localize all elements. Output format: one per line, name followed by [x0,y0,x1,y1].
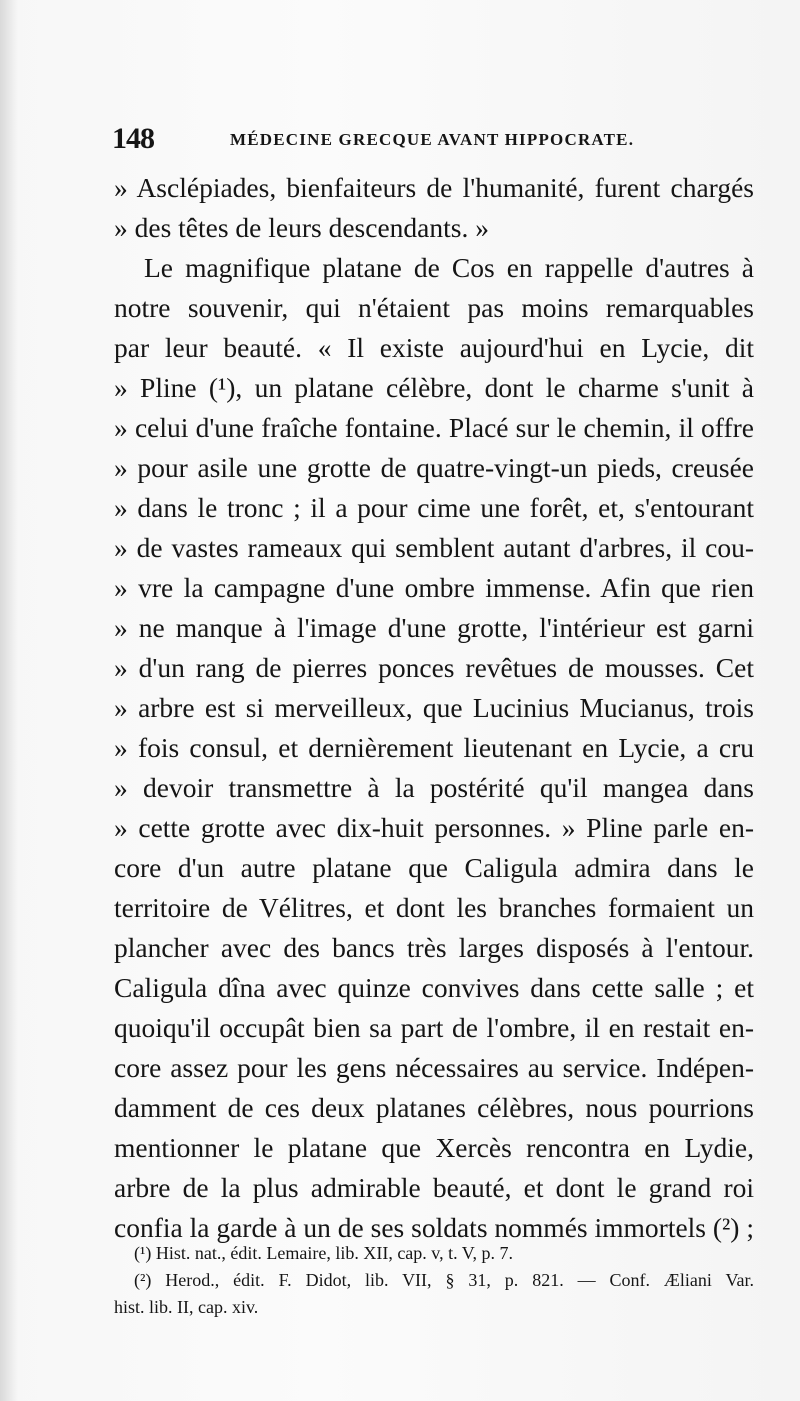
text-line: » arbre est si merveilleux, que Lucinius Mucianus, trois [114,692,754,723]
page-header [112,118,752,162]
text-line: » dans le tronc ; il a pour cime une forêt, et, s'entourant [114,492,754,523]
text-line: damment de ces deux platanes célèbres, nous pourrions [114,1092,754,1123]
text-line: confia la garde à un de ses soldats nommés immortels (²) ; [114,1212,754,1243]
text-line: » celui d'une fraîche fontaine. Placé sur le chemin, il offre [114,412,754,443]
text-line: » devoir transmettre à la postérité qu'il mangea dans [114,772,754,803]
text-line: » ne manque à l'image d'une grotte, l'intérieur est garni [114,612,754,643]
text-line: » vre la campagne d'une ombre immense. Afin que rien [114,572,754,603]
text-line: core assez pour les gens nécessaires au service. Indépen- [114,1052,754,1083]
footnote-1: (¹) Hist. nat., édit. Lemaire, lib. XII, cap. v, t. V, p. 7. [134,1243,513,1263]
footnote-2-continued: hist. lib. II, cap. xiv. [114,1297,259,1317]
text-line: notre souvenir, qui n'étaient pas moins remarquables [114,292,754,323]
text-line: core d'un autre platane que Caligula admira dans le [114,852,754,883]
text-line: » pour asile une grotte de quatre-vingt-un pieds, creusée [114,452,754,483]
page-number: 148 [112,122,154,155]
page-gutter-shadow [0,0,18,1401]
body-text [114,168,754,1248]
text-line: territoire de Vélitres, et dont les branches formaient un [114,892,754,923]
footnote-2: (²) Herod., édit. F. Didot, lib. VII, § 31, p. 821. — Conf. Æliani Var. [134,1270,754,1290]
running-title: MÉDECINE GRECQUE AVANT HIPPOCRATE. [230,130,635,149]
text-line: par leur beauté. « Il existe aujourd'hui en Lycie, dit [114,332,754,363]
text-line: » cette grotte avec dix-huit personnes. » Pline parle en- [114,812,754,843]
text-line: quoiqu'il occupât bien sa part de l'ombre, il en restait en- [114,1012,754,1043]
text-line: plancher avec des bancs très larges disposés à l'entour. [114,932,754,963]
text-line: » d'un rang de pierres ponces revêtues de mousses. Cet [114,652,754,683]
text-line: arbre de la plus admirable beauté, et dont le grand roi [114,1172,754,1203]
text-line: » Asclépiades, bienfaiteurs de l'humanité, furent chargés [114,172,754,203]
text-line: Le magnifique platane de Cos en rappelle d'autres à [144,252,754,283]
text-line: » Pline (¹), un platane célèbre, dont le charme s'unit à [114,372,754,403]
footnotes [114,1240,754,1321]
text-line: » fois consul, et dernièrement lieutenant en Lycie, a cru [114,732,754,763]
text-line: Caligula dîna avec quinze convives dans cette salle ; et [114,972,754,1003]
text-line: mentionner le platane que Xercès rencontra en Lydie, [114,1132,754,1163]
text-line: » de vastes rameaux qui semblent autant d'arbres, il cou- [114,532,754,563]
text-line: » des têtes de leurs descendants. » [114,212,489,243]
